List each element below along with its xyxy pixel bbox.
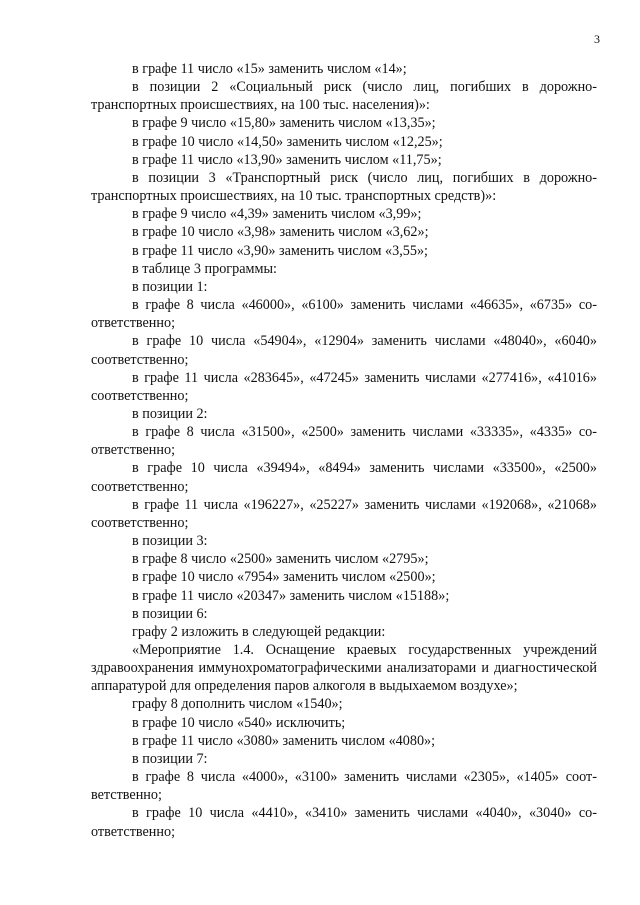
paragraph: в графе 11 число «15» заменить числом «14»; <box>132 61 407 77</box>
paragraph: «Мероприятие 1.4. Оснащение краевых государственных учреждений здравоохранения иммунохроматографическими анализаторами и диагностической аппаратурой для определения паров алкоголя в выдыхаемом воздухе»; <box>91 642 597 695</box>
paragraph: в графе 9 число «4,39» заменить числом «3,99»; <box>132 206 422 223</box>
paragraph: в графе 11 число «13,90» заменить числом «11,75»; <box>132 151 442 168</box>
paragraph: графу 2 изложить в следующей редакции: <box>132 623 386 640</box>
paragraph: в позиции 6: <box>132 605 208 622</box>
paragraph: в графе 8 число «2500» заменить числом «2795»; <box>132 551 429 568</box>
paragraph: в графе 10 число «14,50» заменить числом «12,25»; <box>132 133 443 150</box>
paragraph: в графе 11 числа «196227», «25227» заменить числами «192068», «21068» соответственно; <box>91 496 597 531</box>
paragraph: в графе 10 число «7954» заменить числом «2500»; <box>132 569 436 586</box>
paragraph: в графе 8 числа «46000», «6100» заменить числами «46635», «6735» соответственно; <box>91 297 597 332</box>
document-body <box>91 60 597 841</box>
page-number: 3 <box>594 32 600 46</box>
paragraph: в графе 10 числа «39494», «8494» заменить числами «33500», «2500» соответственно; <box>91 460 597 495</box>
paragraph: в позиции 2 «Социальный риск (число лиц, погибших в дорожно-транспортных происшествиях, на 100 тыс. населения)»: <box>91 79 597 114</box>
paragraph: в позиции 1: <box>132 278 208 295</box>
paragraph: в графе 9 число «15,80» заменить числом «13,35»; <box>132 115 436 132</box>
paragraph: в графе 10 число «3,98» заменить числом «3,62»; <box>132 224 429 241</box>
paragraph: в графе 11 число «3080» заменить числом «4080»; <box>132 732 436 749</box>
paragraph: графу 8 дополнить числом «1540»; <box>132 696 343 713</box>
paragraph: в графе 10 числа «4410», «3410» заменить числами «4040», «3040» соответственно; <box>91 805 597 840</box>
paragraph: в позиции 3: <box>132 533 208 550</box>
paragraph: в графе 10 число «540» исключить; <box>132 714 346 731</box>
paragraph: в позиции 2: <box>132 405 208 422</box>
paragraph: в графе 10 числа «54904», «12904» заменить числами «48040», «6040» соответственно; <box>91 333 597 368</box>
paragraph: в таблице 3 программы: <box>132 260 277 277</box>
paragraph: в графе 11 числа «283645», «47245» заменить числами «277416», «41016» соответственно; <box>91 369 597 404</box>
paragraph: в графе 11 число «20347» заменить числом «15188»; <box>132 587 450 604</box>
paragraph: в графе 11 число «3,90» заменить числом «3,55»; <box>132 242 428 259</box>
paragraph: в позиции 7: <box>132 750 208 767</box>
paragraph: в графе 8 числа «4000», «3100» заменить числами «2305», «1405» соответственно; <box>91 769 597 804</box>
paragraph: в позиции 3 «Транспортный риск (число лиц, погибших в дорожно-транспортных происшествиях, на 10 тыс. транспортных средств)»: <box>91 169 597 205</box>
paragraph: в графе 8 числа «31500», «2500» заменить числами «33335», «4335» соответственно; <box>91 424 597 459</box>
